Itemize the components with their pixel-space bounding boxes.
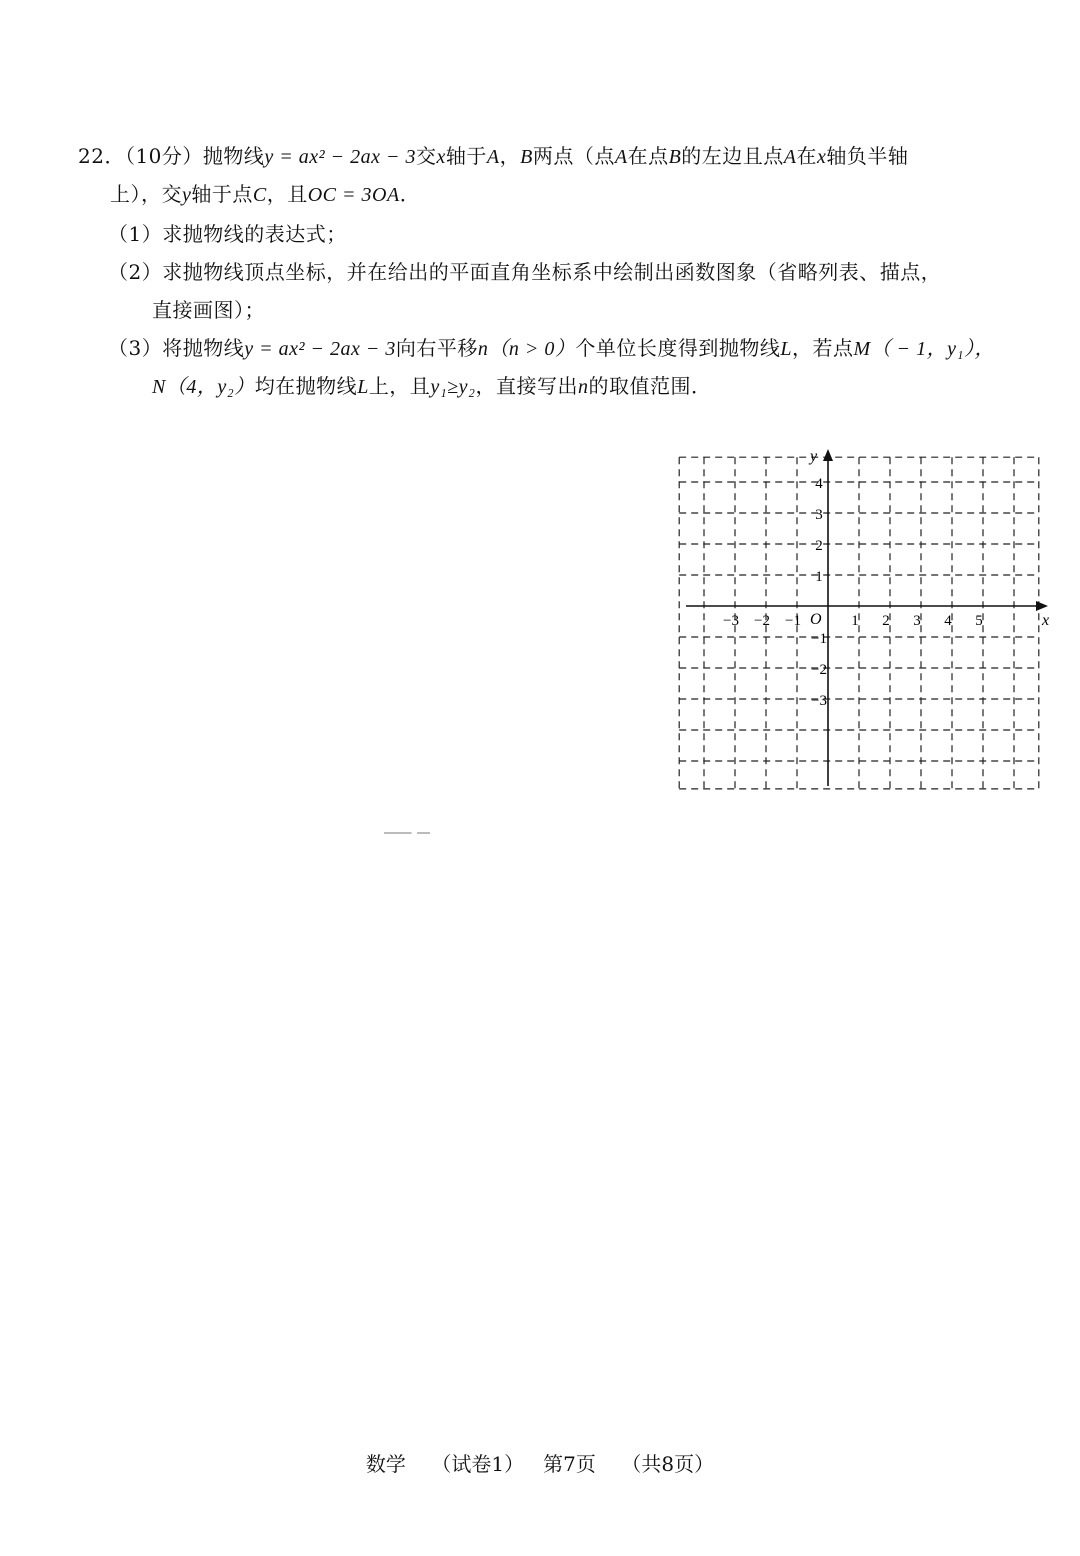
x-axis-arrow-icon [1036,601,1048,611]
part3-inequality: y₁≥y₂ [430,376,476,398]
stem-text: 轴负半轴 [826,144,909,168]
scan-mark [384,832,430,834]
stem-text: 的左边且点 [681,144,784,168]
tick-labels [723,476,983,709]
question-score: （10分） [124,144,203,168]
y-tick-label: 4 [815,476,823,492]
part3-point-n: N [152,376,166,398]
stem-text: 上），交 [110,182,182,206]
footer-subject: 数学 [365,1452,406,1476]
x-tick-label: 3 [913,613,921,629]
footer-page: 第7页 [543,1452,596,1476]
x-tick-label: 1 [851,613,859,629]
part3-point-n-coord: （4，y₂） [165,376,255,398]
page-footer [0,1448,1080,1477]
point-a: A [783,146,797,168]
point-b: B [520,146,533,168]
point-a: A [614,146,628,168]
stem-text: ． [399,182,421,206]
stem-text: 在点 [627,144,669,168]
point-c: C [252,184,267,206]
y-tick-label: −1 [811,631,827,647]
y-axis-label: y [810,448,818,465]
footer-total: （共8页） [621,1452,715,1476]
part3-var-n: n [577,376,589,398]
origin-label: O [810,611,822,628]
y-tick-label: 1 [815,569,823,585]
part3-condition: （n > 0） [488,338,576,360]
footer-paper: （试卷1） [431,1452,525,1476]
part3-equation: y = ax² − 2ax − 3 [244,338,396,360]
x-tick-label: 2 [882,613,890,629]
x-axis-label: x [1042,612,1050,629]
y-axis-arrow-icon [823,449,833,461]
part3-text: （3）将抛物线 [108,336,245,360]
part3-text: ，若点 [791,336,854,360]
stem-equation: y = ax² − 2ax − 3 [264,146,417,168]
stem-text: ，且 [266,182,308,206]
part2-text: （2）求抛物线顶点坐标，并在给出的平面直角坐标系中绘制出函数图象（省略列表、描点， [108,260,942,284]
point-a: A [486,146,500,168]
part3-text: 上，且 [368,374,431,398]
stem-sep: ， [499,144,521,168]
part3-text: 向右平移 [395,336,478,360]
part3-point-m-coord: （ − 1，y₁）， [870,338,995,360]
x-tick-label: 5 [975,613,983,629]
part3-text: 均在抛物线 [254,374,358,398]
part3-var-l: L [780,338,792,360]
y-tick-label: 3 [815,507,823,523]
stem-condition: OC = 3OA [307,184,400,206]
stem-prefix: 抛物线 [202,144,265,168]
part2-text: 直接画图）； [152,298,265,322]
stem-text: 交 [416,144,437,168]
stem-var-y: y [182,184,192,206]
part3-text: 的取值范围． [588,374,712,398]
part1-text: （1）求抛物线的表达式； [108,222,347,246]
part3-text: ，直接写出 [475,374,578,398]
stem-var-x: x [817,146,827,168]
part3-text: 个单位长度得到抛物线 [575,336,781,360]
stem-text: 轴于 [445,144,487,168]
stem-text: 两点（点 [532,144,615,168]
axes [686,449,1048,786]
part3-var-l: L [357,376,369,398]
stem-text: 轴于点 [191,182,253,206]
y-tick-label: −2 [811,662,827,678]
x-tick-label: −2 [754,613,770,629]
y-tick-label: 2 [815,538,823,554]
part3-point-m: M [853,338,871,360]
stem-text: 在 [796,144,818,168]
stem-var-x: x [436,146,446,168]
x-tick-label: 4 [944,613,952,629]
y-tick-label: −3 [811,693,827,709]
x-tick-label: −1 [785,613,801,629]
point-b: B [668,146,682,168]
x-tick-label: −3 [723,613,739,629]
question-number: 22． [78,144,125,168]
part3-var-n: n [477,338,489,360]
